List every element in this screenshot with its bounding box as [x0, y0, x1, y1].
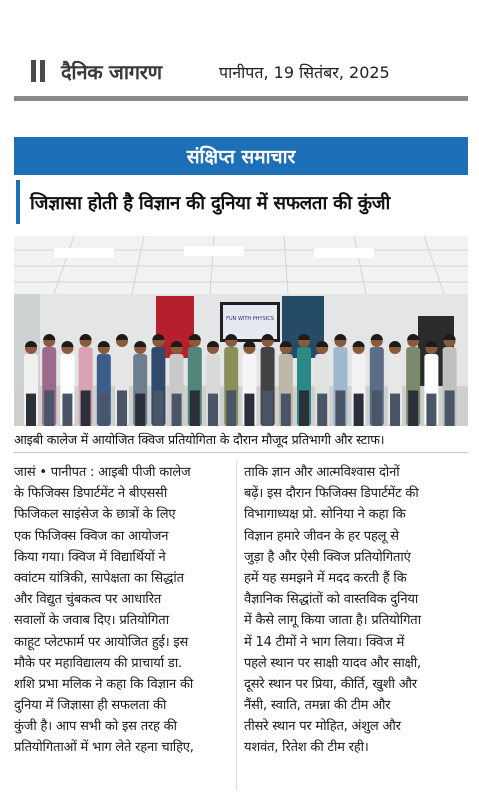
section-band [14, 137, 468, 175]
body-line: के फिजिक्स डिपार्टमेंट ने बीएससी [14, 486, 167, 502]
person-legs [445, 390, 455, 426]
body-line: हमें यह समझने में मदद करती हैं कि [244, 570, 407, 586]
photo-caption: आइबी कालेज में आयोजित क्विज प्रतियोगिता के दौरान मौजूद प्रतिभागी और स्टाफ। [14, 427, 468, 453]
masthead-bars-icon [31, 60, 46, 82]
dateline: पानीपत, 19 सितंबर, 2025 [219, 63, 390, 82]
person-legs [390, 394, 400, 426]
body-line: और विद्युत चुंबकत्व पर आधारित [14, 592, 162, 608]
person-legs [153, 390, 163, 426]
body-line: मौके पर महाविद्यालय की प्राचार्या डा. [14, 655, 182, 671]
body-line: तीसरे स्थान पर मोहित, अंशुल और [244, 719, 401, 735]
body-line: में कैसे लागू किया जाता है। प्रतियोगिता [244, 613, 421, 629]
person-legs [117, 390, 127, 426]
projector-screen-text: FUN WITH PHYSICS [226, 316, 274, 322]
body-line: दूसरे स्थान पर प्रिया, कीर्ति, खुशी और [244, 676, 417, 692]
person-legs [244, 394, 254, 426]
person-legs [81, 390, 91, 426]
person-legs [135, 394, 145, 426]
person-legs [208, 394, 218, 426]
body-line: एक फिजिक्स क्विज का आयोजन [14, 528, 169, 544]
person-legs [317, 394, 327, 426]
article-photo [14, 236, 468, 426]
article-body-right [244, 462, 468, 759]
body-line: दुनिया में जिज्ञासा ही सफलता की [14, 698, 167, 714]
body-line: में 14 टीमों ने भाग लिया। क्विज में [244, 634, 405, 650]
body-line: वैज्ञानिक सिद्धांतों को वास्तविक दुनिया [244, 592, 419, 608]
person-legs [372, 390, 382, 426]
article-body-left [14, 462, 238, 759]
person-legs [62, 394, 72, 426]
person-legs [354, 394, 364, 426]
person-legs [172, 394, 182, 426]
body-line: नैंसी, स्वाति, तमन्ना की टीम और [244, 698, 391, 714]
body-line: किया गया। क्विज में विद्यार्थियों ने [14, 549, 166, 565]
body-line: कुंजी है। आप सभी को इस तरह की [14, 719, 177, 735]
person-legs [99, 394, 109, 426]
body-line: ताकि ज्ञान और आत्मविश्वास दोनों [244, 465, 400, 480]
person-legs [426, 394, 436, 426]
person-legs [299, 390, 309, 426]
body-line: शशि प्रभा मलिक ने कहा कि विज्ञान की [14, 676, 194, 692]
body-line: क्वांटम यांत्रिकी, सापेक्षता का सिद्धांत [14, 570, 184, 586]
body-line: काहूट प्लेटफार्म पर आयोजित हुई। इस [14, 634, 189, 650]
person-legs [26, 394, 36, 426]
article-headline: जिज्ञासा होती है विज्ञान की दुनिया में सफलता की कुंजी [16, 180, 466, 224]
body-line: विभागाध्यक्ष प्रो. सोनिया ने कहा कि [244, 507, 406, 523]
body-line: जासं • पानीपत : आइबी पीजी कालेज [14, 465, 191, 480]
person-legs [281, 394, 291, 426]
person-legs [408, 390, 418, 426]
person-legs [44, 390, 54, 426]
person-legs [263, 390, 273, 426]
person-legs [335, 390, 345, 426]
group-photo-illustration [14, 236, 468, 426]
body-line: यशवंत, रितेश की टीम रही। [244, 740, 369, 756]
person-legs [190, 390, 200, 426]
body-line: प्रतियोगिताओं में भाग लेते रहना चाहिए, [14, 740, 194, 756]
masthead-rule [14, 96, 468, 101]
newspaper-name: दैनिक जागरण [61, 60, 162, 84]
body-line: बढ़ें। इस दौरान फिजिक्स डिपार्टमेंट की [244, 486, 419, 502]
body-line: सवालों के जवाब दिए। प्रतियोगिता [14, 613, 169, 629]
body-line: विज्ञान हमारे जीवन के हर पहलू से [244, 528, 399, 544]
body-line: फिजिकल साइंसेज के छात्रों के लिए [14, 507, 176, 523]
body-line: पहले स्थान पर साक्षी यादव और साक्षी, [244, 655, 421, 671]
section-title: संक्षिप्त समाचार [186, 146, 296, 168]
masthead [0, 0, 479, 110]
column-divider [236, 460, 237, 790]
person-legs [226, 390, 236, 426]
body-line: जुड़ा है और ऐसी क्विज प्रतियोगिताएं [244, 549, 411, 565]
